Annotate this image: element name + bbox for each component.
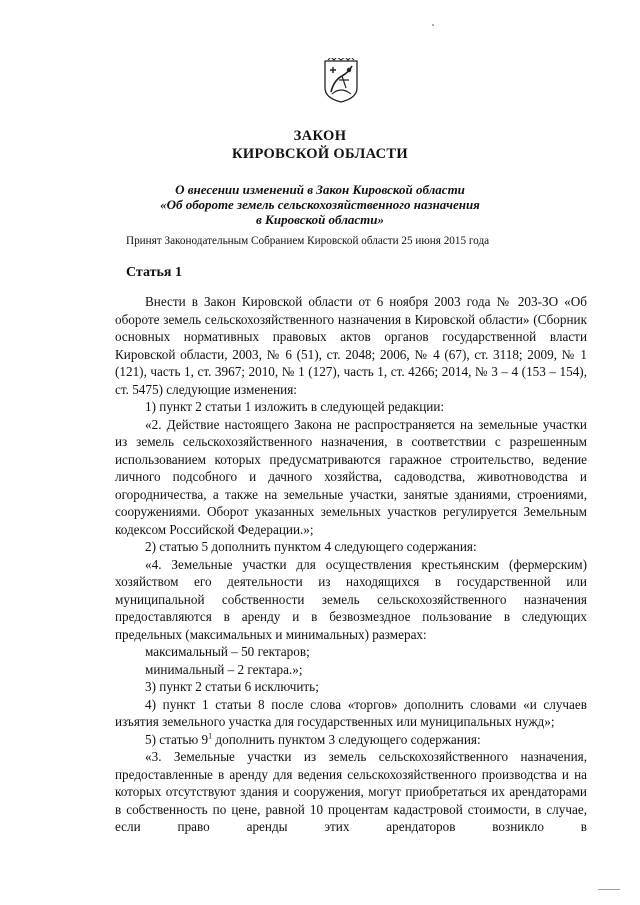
article-body [115,293,587,836]
subtitle-line: О внесении изменений в Закон Кировской области [175,182,465,197]
paragraph: «2. Действие настоящего Закона не распространяется на земельные участки из земель сельскохозяйственного назначения, в соответствии с разрешенным использованием которых предусматриваются гаражное строительство, ведение личного подсобного и дачного хозяйства, садоводства, животноводства и огородничества, а также на земельные участки, занятые зданиями, строениями, сооружениями. Оборот указанных земельных участков регулируется Земельным кодексом Российской Федерации.»; [115,416,587,537]
paragraph: 3) пункт 2 статьи 6 исключить; [145,679,319,694]
paragraph-part: дополнить пунктом 3 следующего содержания: [212,731,481,747]
subtitle-line: «Об обороте земель сельскохозяйственного назначения [160,197,480,212]
paragraph: «4. Земельные участки для осуществления крестьянским (фермерским) хозяйством его деятельности из находящихся в государственной или муниципальной собственности земель сельскохозяйственного назначения предоставляются в аренду и в безвозмездное пользование в следующих предельных (максимальных и минимальных) размерах: [115,556,587,642]
subtitle-line: в Кировской области» [255,212,385,227]
adoption-note: Принят Законодательным Собранием Кировской области 25 июня 2015 года [126,235,490,247]
article-heading: Статья 1 [126,265,182,280]
page-edge-mark [598,889,620,890]
scan-speck [432,24,434,26]
paragraph: «3. Земельные участки из земель сельскохозяйственного назначения, предоставленные в аренду для ведения сельскохозяйственного производства и на которых отсутствуют здания и сооружения, могут приобретаться их арендаторами в собственность по цене, равной 10 процентам кадастровой стоимости, в случае, если право аренды этих арендаторов возникло в [115,749,587,834]
region-title: КИРОВСКОЙ ОБЛАСТИ [232,146,408,162]
paragraph: 4) пункт 1 статьи 8 после слова «торгов» дополнить словами «и случаев изъятия земельного участка для государственных или муниципальных нужд»; [115,696,587,729]
paragraph [115,731,587,749]
law-title: ЗАКОН [293,128,347,144]
paragraph: максимальный – 50 гектаров; [145,644,310,659]
coat-of-arms-icon [322,58,360,104]
paragraph-part: 5) статью 9 [145,731,209,747]
paragraph: Внести в Закон Кировской области от 6 ноября 2003 года № 203-ЗО «Об обороте земель сельскохозяйственного назначения в Кировской области» (Сборник основных нормативных правовых актов органов государственной власти Кировской области, 2003, № 6 (51), ст. 2048; 2006, № 4 (67), ст. 3118; 2009, № 1 (121), часть 1, ст. 3967; 2010, № 1 (127), часть 1, ст. 4266; 2014, № 3 – 4 (153 – 154), ст. 5475) следующие изменения: [115,294,587,397]
paragraph: минимальный – 2 гектара.»; [145,661,303,677]
paragraph: 2) статью 5 дополнить пунктом 4 следующего содержания: [145,539,477,554]
law-subtitle [100,182,540,227]
paragraph: 1) пункт 2 статьи 1 изложить в следующей редакции: [145,399,445,414]
superscript: 1 [208,731,213,741]
